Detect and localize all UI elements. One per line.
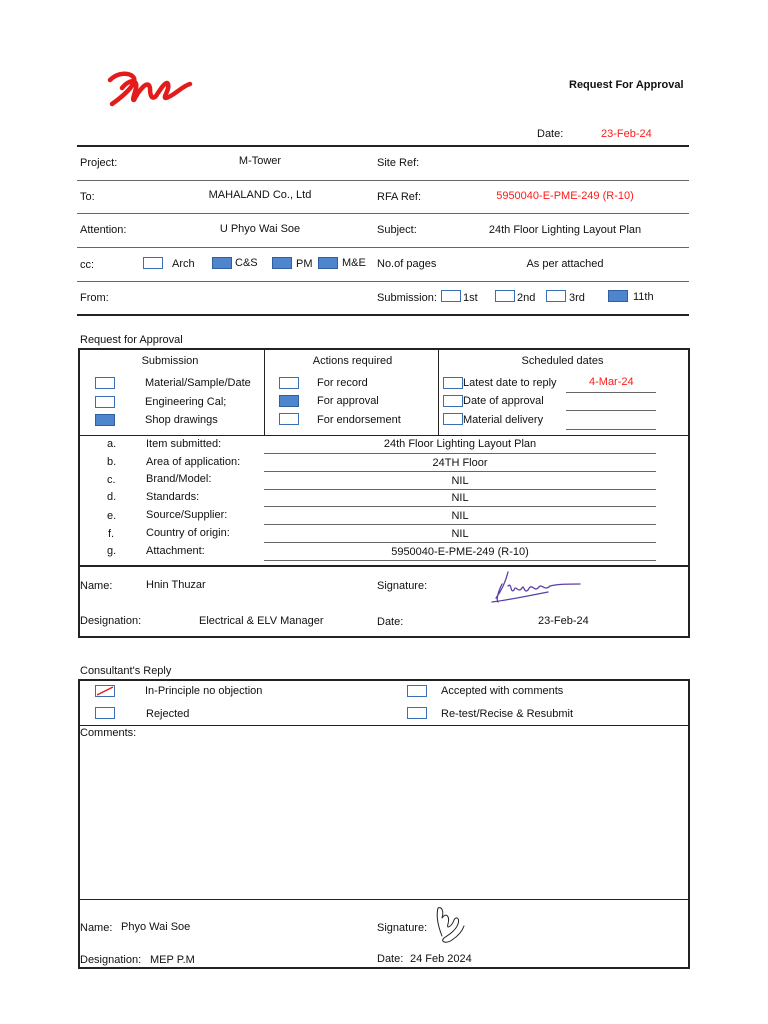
detail-letter: f.	[108, 528, 115, 540]
signatory-date-label: Date:	[377, 616, 404, 628]
engineering-cal-checkbox[interactable]	[95, 396, 115, 408]
no-objection-label: In-Principle no objection	[145, 685, 263, 697]
name-value: Hnin Thuzar	[146, 579, 206, 591]
for-endorsement-label: For endorsement	[317, 414, 401, 426]
submission-3rd-label: 3rd	[569, 292, 585, 304]
project-value: M-Tower	[238, 155, 282, 167]
submission-label: Submission:	[377, 292, 437, 304]
material-sample-checkbox[interactable]	[95, 377, 115, 389]
signatory-date-value: 23-Feb-24	[538, 615, 589, 627]
col-scheduled-header: Scheduled dates	[521, 355, 604, 367]
rejected-label: Rejected	[146, 708, 190, 720]
detail-label: Area of application:	[146, 456, 241, 468]
detail-label: Country of origin:	[146, 527, 230, 539]
submission-11th-label: 11th	[633, 291, 654, 303]
submission-2nd-label: 2nd	[517, 292, 536, 304]
cross-mark-icon	[96, 686, 114, 696]
for-record-label: For record	[317, 377, 368, 389]
for-record-checkbox[interactable]	[279, 377, 299, 389]
cc-pm-checkbox[interactable]	[272, 257, 292, 269]
reply-signature-label: Signature:	[377, 922, 428, 934]
for-approval-checkbox[interactable]	[279, 395, 299, 407]
signature-image	[488, 568, 588, 606]
resubmit-checkbox[interactable]	[407, 707, 427, 719]
no-objection-checkbox[interactable]	[95, 685, 115, 697]
cc-me-label: M&E	[342, 257, 366, 269]
col-submission-header: Submission	[141, 355, 199, 367]
rfa-section-title: Request for Approval	[80, 334, 183, 346]
date-of-approval-checkbox[interactable]	[443, 395, 463, 407]
to-label: To:	[80, 191, 95, 203]
date-of-approval-label: Date of approval	[463, 395, 544, 407]
reply-designation-value: MEP P.M	[150, 954, 195, 966]
detail-letter: a.	[107, 438, 117, 450]
reply-date-label: Date:	[377, 953, 404, 965]
detail-value: NIL	[451, 492, 469, 504]
cc-me-checkbox[interactable]	[318, 257, 338, 269]
detail-value: NIL	[451, 475, 469, 487]
submission-1st-label: 1st	[463, 292, 478, 304]
detail-label: Source/Supplier:	[146, 509, 228, 521]
site-ref-label: Site Ref:	[377, 157, 420, 169]
col-actions-header: Actions required	[312, 355, 393, 367]
reply-designation-label: Designation:	[80, 954, 142, 966]
shop-drawings-label: Shop drawings	[145, 414, 218, 426]
pages-label: No.of pages	[377, 258, 437, 270]
detail-label: Brand/Model:	[146, 473, 212, 485]
cc-pm-label: PM	[296, 258, 313, 270]
comments-label: Comments:	[80, 727, 137, 739]
reply-section-title: Consultant's Reply	[80, 665, 172, 677]
project-label: Project:	[80, 157, 118, 169]
resubmit-label: Re-test/Recise & Resubmit	[441, 708, 574, 720]
cc-arch-label: Arch	[172, 258, 195, 270]
detail-value: 24th Floor Lighting Layout Plan	[383, 438, 537, 450]
company-logo	[104, 66, 194, 110]
date-label: Date:	[537, 128, 564, 140]
name-label: Name:	[80, 580, 113, 592]
detail-letter: g.	[107, 545, 117, 557]
engineering-cal-label: Engineering Cal;	[145, 396, 227, 408]
material-delivery-checkbox[interactable]	[443, 413, 463, 425]
detail-label: Item submitted:	[146, 438, 222, 450]
for-approval-label: For approval	[317, 395, 379, 407]
detail-value: NIL	[451, 510, 469, 522]
cc-arch-checkbox[interactable]	[143, 257, 163, 269]
document-title: Request For Approval	[569, 79, 684, 91]
reply-name-value: Phyo Wai Soe	[121, 921, 191, 933]
material-delivery-label: Material delivery	[463, 414, 544, 426]
cc-cs-checkbox[interactable]	[212, 257, 232, 269]
submission-11th-checkbox[interactable]	[608, 290, 628, 302]
submission-1st-checkbox[interactable]	[441, 290, 461, 302]
for-endorsement-checkbox[interactable]	[279, 413, 299, 425]
to-value: MAHALAND Co., Ltd	[208, 189, 312, 201]
detail-value: NIL	[451, 528, 469, 540]
shop-drawings-checkbox[interactable]	[95, 414, 115, 426]
subject-value: 24th Floor Lighting Layout Plan	[488, 224, 642, 236]
designation-value: Electrical & ELV Manager	[199, 615, 324, 627]
rejected-checkbox[interactable]	[95, 707, 115, 719]
detail-label: Standards:	[146, 491, 200, 503]
detail-letter: d.	[107, 491, 117, 503]
reply-name-label: Name:	[80, 922, 113, 934]
latest-date-checkbox[interactable]	[443, 377, 463, 389]
detail-letter: b.	[107, 456, 117, 468]
submission-2nd-checkbox[interactable]	[495, 290, 515, 302]
cc-label: cc:	[80, 259, 95, 271]
reply-date-value: 24 Feb 2024	[410, 953, 472, 965]
cc-cs-label: C&S	[235, 257, 258, 269]
accepted-comments-label: Accepted with comments	[441, 685, 564, 697]
material-sample-label: Material/Sample/Date	[145, 377, 251, 389]
accepted-comments-checkbox[interactable]	[407, 685, 427, 697]
detail-letter: e.	[107, 510, 117, 522]
detail-letter: c.	[107, 474, 116, 486]
designation-label: Designation:	[80, 615, 142, 627]
submission-3rd-checkbox[interactable]	[546, 290, 566, 302]
rfa-ref-value: 5950040-E-PME-249 (R-10)	[496, 190, 634, 202]
attention-label: Attention:	[80, 224, 127, 236]
from-label: From:	[80, 292, 109, 304]
signature-label: Signature:	[377, 580, 428, 592]
reply-signature-image	[430, 902, 470, 946]
detail-value: 5950040-E-PME-249 (R-10)	[391, 546, 529, 558]
detail-value: 24TH Floor	[432, 457, 488, 469]
attention-value: U Phyo Wai Soe	[219, 223, 301, 235]
subject-label: Subject:	[377, 224, 417, 236]
pages-value: As per attached	[526, 258, 604, 270]
latest-date-label: Latest date to reply	[463, 377, 557, 389]
date-value: 23-Feb-24	[601, 128, 652, 140]
detail-label: Attachment:	[146, 545, 205, 557]
latest-date-value: 4-Mar-24	[589, 376, 634, 388]
rfa-ref-label: RFA Ref:	[377, 191, 422, 203]
